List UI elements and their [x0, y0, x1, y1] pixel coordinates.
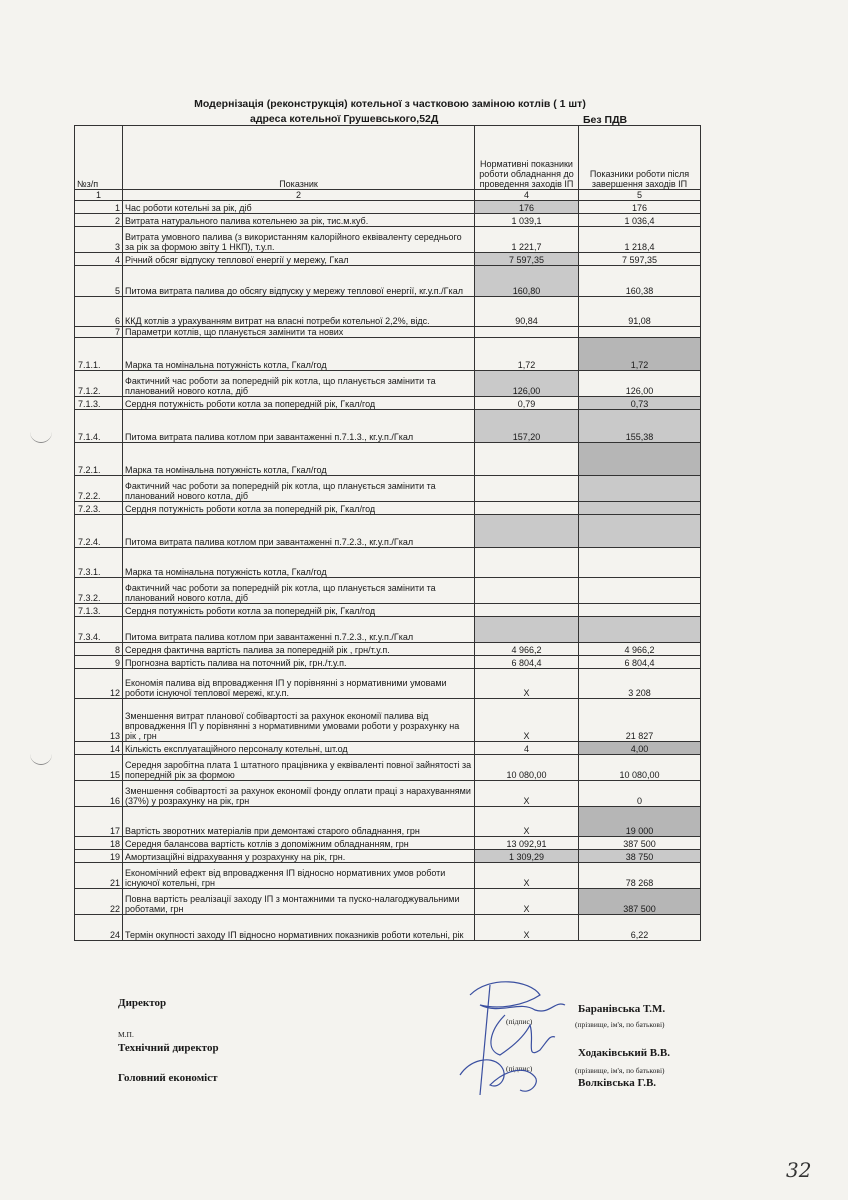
value-after: 1 036,4 [579, 214, 701, 227]
value-after: 4 966,2 [579, 643, 701, 656]
value-before: Х [475, 781, 579, 807]
value-before: 157,20 [475, 410, 579, 443]
row-label: Витрата умовного палива (з використанням калорійного еквіваленту середнього за рік за формою звіту 1 НКП), т.у.п. [123, 227, 475, 253]
row-number: 7.1.1. [75, 338, 123, 371]
row-label: Середня балансова вартість котлів з допоміжним обладнанням, грн [123, 837, 475, 850]
director-role: Директор [118, 997, 167, 1009]
row-label: Середня заробітна плата 1 штатного працівника у еквіваленті повної зайнятості за попередній рік за формою [123, 755, 475, 781]
value-after: 0,73 [579, 397, 701, 410]
row-label: Сердня потужність роботи котла за попередній рік, Гкал/год [123, 604, 475, 617]
value-before [475, 617, 579, 643]
value-before: 1 039,1 [475, 214, 579, 227]
value-before: Х [475, 915, 579, 941]
table-row [75, 253, 701, 266]
row-label: Кількість експлуатаційного персоналу котельні, шт.од [123, 742, 475, 755]
row-label: Питома витрата палива котлом при завантаженні п.7.1.3., кг.у.п./Гкал [123, 410, 475, 443]
name-hint: (прізвище, ім'я, по батькові) [575, 1066, 665, 1075]
value-before: 1 309,29 [475, 850, 579, 863]
chief-economist-name: Волківська Г.В. [578, 1077, 657, 1089]
page-number: 32 [786, 1158, 812, 1182]
value-after [579, 617, 701, 643]
row-number: 7.1.3. [75, 397, 123, 410]
table-row [75, 742, 701, 755]
col-index: 5 [579, 190, 701, 201]
table-row [75, 327, 701, 338]
table-header-row [75, 126, 701, 190]
row-number: 7.3.4. [75, 617, 123, 643]
table-row [75, 548, 701, 578]
value-before [475, 443, 579, 476]
value-before: Х [475, 669, 579, 699]
name-hint: (прізвище, ім'я, по батькові) [575, 1020, 665, 1029]
row-number: 7.1.3. [75, 604, 123, 617]
row-number: 9 [75, 656, 123, 669]
chief-economist-role: Головний економіст [118, 1072, 218, 1084]
row-label: Прогнозна вартість палива на поточний рік, грн./т.у.п. [123, 656, 475, 669]
row-number: 7.2.4. [75, 515, 123, 548]
row-label: Марка та номінальна потужність котла, Гкал/год [123, 443, 475, 476]
value-after [579, 327, 701, 338]
value-after: 160,38 [579, 266, 701, 297]
row-label: ККД котлів з урахуванням витрат на власні потреби котельної 2,2%, відс. [123, 297, 475, 327]
row-number: 7 [75, 327, 123, 338]
table-row [75, 214, 701, 227]
table-row [75, 578, 701, 604]
row-label: Термін окупності заходу ІП відносно нормативних показників роботи котельні, рік [123, 915, 475, 941]
row-number: 7.1.2. [75, 371, 123, 397]
value-after: 126,00 [579, 371, 701, 397]
table-row [75, 371, 701, 397]
row-number: 15 [75, 755, 123, 781]
tech-director-name: Ходаківський В.В. [578, 1047, 670, 1059]
table-row [75, 410, 701, 443]
col-header-before: Нормативні показники роботи обладнання до проведення заходів ІП [475, 126, 579, 190]
value-after [579, 502, 701, 515]
value-after: 176 [579, 201, 701, 214]
col-header-after: Показники роботи після завершення заходів ІП [579, 126, 701, 190]
table-row [75, 656, 701, 669]
value-after: 1,72 [579, 338, 701, 371]
value-after: 6,22 [579, 915, 701, 941]
indicators-table [74, 125, 701, 941]
value-before: Х [475, 699, 579, 742]
value-after [579, 578, 701, 604]
row-label: Питома витрата палива котлом при завантаженні п.7.2.3., кг.у.п./Гкал [123, 617, 475, 643]
row-number: 4 [75, 253, 123, 266]
row-number: 21 [75, 863, 123, 889]
value-after: 19 000 [579, 807, 701, 837]
value-after: 4,00 [579, 742, 701, 755]
row-label: Амортизаційні відрахування у розрахунку на рік, грн. [123, 850, 475, 863]
value-after: 38 750 [579, 850, 701, 863]
value-after: 21 827 [579, 699, 701, 742]
value-after [579, 548, 701, 578]
row-number: 7.2.1. [75, 443, 123, 476]
value-before: Х [475, 863, 579, 889]
value-after: 6 804,4 [579, 656, 701, 669]
col-header-indicator: Показник [123, 126, 475, 190]
value-before: 10 080,00 [475, 755, 579, 781]
value-after: 91,08 [579, 297, 701, 327]
row-label: Питома витрата палива до обсягу відпуску у мережу теплової енергії, кг.у.п./Гкал [123, 266, 475, 297]
row-number: 24 [75, 915, 123, 941]
row-number: 12 [75, 669, 123, 699]
value-before: 6 804,4 [475, 656, 579, 669]
row-label: Фактичний час роботи за попередній рік котла, що планується замінити та планований нового котла, діб [123, 476, 475, 502]
table-row [75, 476, 701, 502]
row-label: Фактичний час роботи за попередній рік котла, що планується замінити та планований нового котла, діб [123, 371, 475, 397]
table-row [75, 915, 701, 941]
signature-hint: (підпис) [506, 1017, 533, 1026]
row-number: 2 [75, 214, 123, 227]
value-before: 4 966,2 [475, 643, 579, 656]
row-number: 13 [75, 699, 123, 742]
row-label: Сердня потужність роботи котла за попередній рік, Гкал/год [123, 397, 475, 410]
table-row [75, 604, 701, 617]
table-row [75, 699, 701, 742]
value-before: 160,80 [475, 266, 579, 297]
value-before [475, 548, 579, 578]
signature-hint: (підпис) [506, 1064, 533, 1073]
signature-stroke [491, 1015, 555, 1055]
table-row [75, 863, 701, 889]
value-before [475, 502, 579, 515]
value-before: 126,00 [475, 371, 579, 397]
table-row [75, 643, 701, 656]
value-before [475, 327, 579, 338]
handwritten-signatures [430, 965, 580, 1105]
table-row [75, 502, 701, 515]
value-after: 3 208 [579, 669, 701, 699]
table-row [75, 837, 701, 850]
document-title: Модернізація (реконструкція) котельної з частковою заміною котлів ( 1 шт) [194, 98, 586, 110]
punch-hole-mark [30, 754, 52, 765]
punch-hole-mark [30, 432, 52, 443]
value-before: 176 [475, 201, 579, 214]
table-row [75, 443, 701, 476]
row-number: 14 [75, 742, 123, 755]
row-label: Середня фактична вартість палива за попередній рік , грн/т.у.п. [123, 643, 475, 656]
col-index: 1 [75, 190, 123, 201]
row-number: 17 [75, 807, 123, 837]
value-before: 7 597,35 [475, 253, 579, 266]
column-index-row [75, 190, 701, 201]
value-after [579, 604, 701, 617]
row-number: 18 [75, 837, 123, 850]
row-number: 7.2.3. [75, 502, 123, 515]
table-row [75, 889, 701, 915]
value-before: 0,79 [475, 397, 579, 410]
row-number: 22 [75, 889, 123, 915]
row-number: 1 [75, 201, 123, 214]
row-label: Марка та номінальна потужність котла, Гкал/год [123, 338, 475, 371]
table-row [75, 807, 701, 837]
value-before [475, 476, 579, 502]
table-row [75, 397, 701, 410]
value-before: 90,84 [475, 297, 579, 327]
stamp-place: М.П. [118, 1030, 134, 1039]
row-label: Сердня потужність роботи котла за попередній рік, Гкал/год [123, 502, 475, 515]
signature-stroke [480, 985, 490, 1095]
value-after [579, 515, 701, 548]
value-before [475, 604, 579, 617]
value-before: 13 092,91 [475, 837, 579, 850]
table-row [75, 781, 701, 807]
table-row [75, 201, 701, 214]
col-index: 4 [475, 190, 579, 201]
value-after: 0 [579, 781, 701, 807]
row-number: 5 [75, 266, 123, 297]
table-row [75, 515, 701, 548]
boiler-address: адреса котельної Грушевського,52Д [250, 113, 439, 125]
value-before: 1 221,7 [475, 227, 579, 253]
value-after [579, 443, 701, 476]
table-row [75, 850, 701, 863]
director-name: Баранівська Т.М. [578, 1003, 666, 1015]
signature-stroke [460, 1060, 536, 1091]
row-number: 6 [75, 297, 123, 327]
value-after: 387 500 [579, 837, 701, 850]
row-label: Витрата натурального палива котельнею за рік, тис.м.куб. [123, 214, 475, 227]
value-after: 78 268 [579, 863, 701, 889]
value-before: 4 [475, 742, 579, 755]
table-row [75, 755, 701, 781]
tech-director-role: Технічний директор [118, 1042, 219, 1054]
row-number: 7.1.4. [75, 410, 123, 443]
row-label: Річний обсяг відпуску теплової енергії у мережу, Гкал [123, 253, 475, 266]
table-row [75, 227, 701, 253]
row-label: Економічний ефект від впровадження ІП відносно нормативних умов роботи існуючої котельні, грн [123, 863, 475, 889]
table-row [75, 617, 701, 643]
row-number: 8 [75, 643, 123, 656]
value-after [579, 476, 701, 502]
row-number: 7.2.2. [75, 476, 123, 502]
value-after: 10 080,00 [579, 755, 701, 781]
signature-stroke [470, 982, 565, 1011]
table-row [75, 297, 701, 327]
value-after: 7 597,35 [579, 253, 701, 266]
value-before [475, 515, 579, 548]
vat-note: Без ПДВ [583, 114, 628, 126]
value-after: 155,38 [579, 410, 701, 443]
row-label: Марка та номінальна потужність котла, Гкал/год [123, 548, 475, 578]
value-before: 1,72 [475, 338, 579, 371]
table-row [75, 669, 701, 699]
row-number: 7.3.1. [75, 548, 123, 578]
row-number: 16 [75, 781, 123, 807]
value-after: 1 218,4 [579, 227, 701, 253]
col-index: 2 [123, 190, 475, 201]
row-number: 3 [75, 227, 123, 253]
value-after: 387 500 [579, 889, 701, 915]
row-label: Питома витрата палива котлом при завантаженні п.7.2.3., кг.у.п./Гкал [123, 515, 475, 548]
value-before: Х [475, 889, 579, 915]
col-header-num: №з/п [75, 126, 123, 190]
row-number: 19 [75, 850, 123, 863]
row-label: Зменшення витрат планової собівартості за рахунок економії палива від впровадження ІП у порівнянні з нормативними умовами роботи у розрахунку на рік , грн [123, 699, 475, 742]
value-before [475, 578, 579, 604]
row-label: Економія палива від впровадження ІП у порівнянні з нормативними умовами роботи існуючої теплової мережі, кг.у.п. [123, 669, 475, 699]
table-row [75, 338, 701, 371]
row-label: Параметри котлів, що планується замінити та нових [123, 327, 475, 338]
row-label: Фактичний час роботи за попередній рік котла, що планується замінити та планований нового котла, діб [123, 578, 475, 604]
row-number: 7.3.2. [75, 578, 123, 604]
row-label: Повна вартість реалізації заходу ІП з монтажними та пуско-налагоджувальними роботами, грн [123, 889, 475, 915]
row-label: Зменшення собівартості за рахунок економії фонду оплати праці з нарахуваннями (37%) у розрахунку на рік, грн [123, 781, 475, 807]
table-row [75, 266, 701, 297]
row-label: Час роботи котельні за рік, діб [123, 201, 475, 214]
value-before: Х [475, 807, 579, 837]
row-label: Вартість зворотних матеріалів при демонтажі старого обладнання, грн [123, 807, 475, 837]
